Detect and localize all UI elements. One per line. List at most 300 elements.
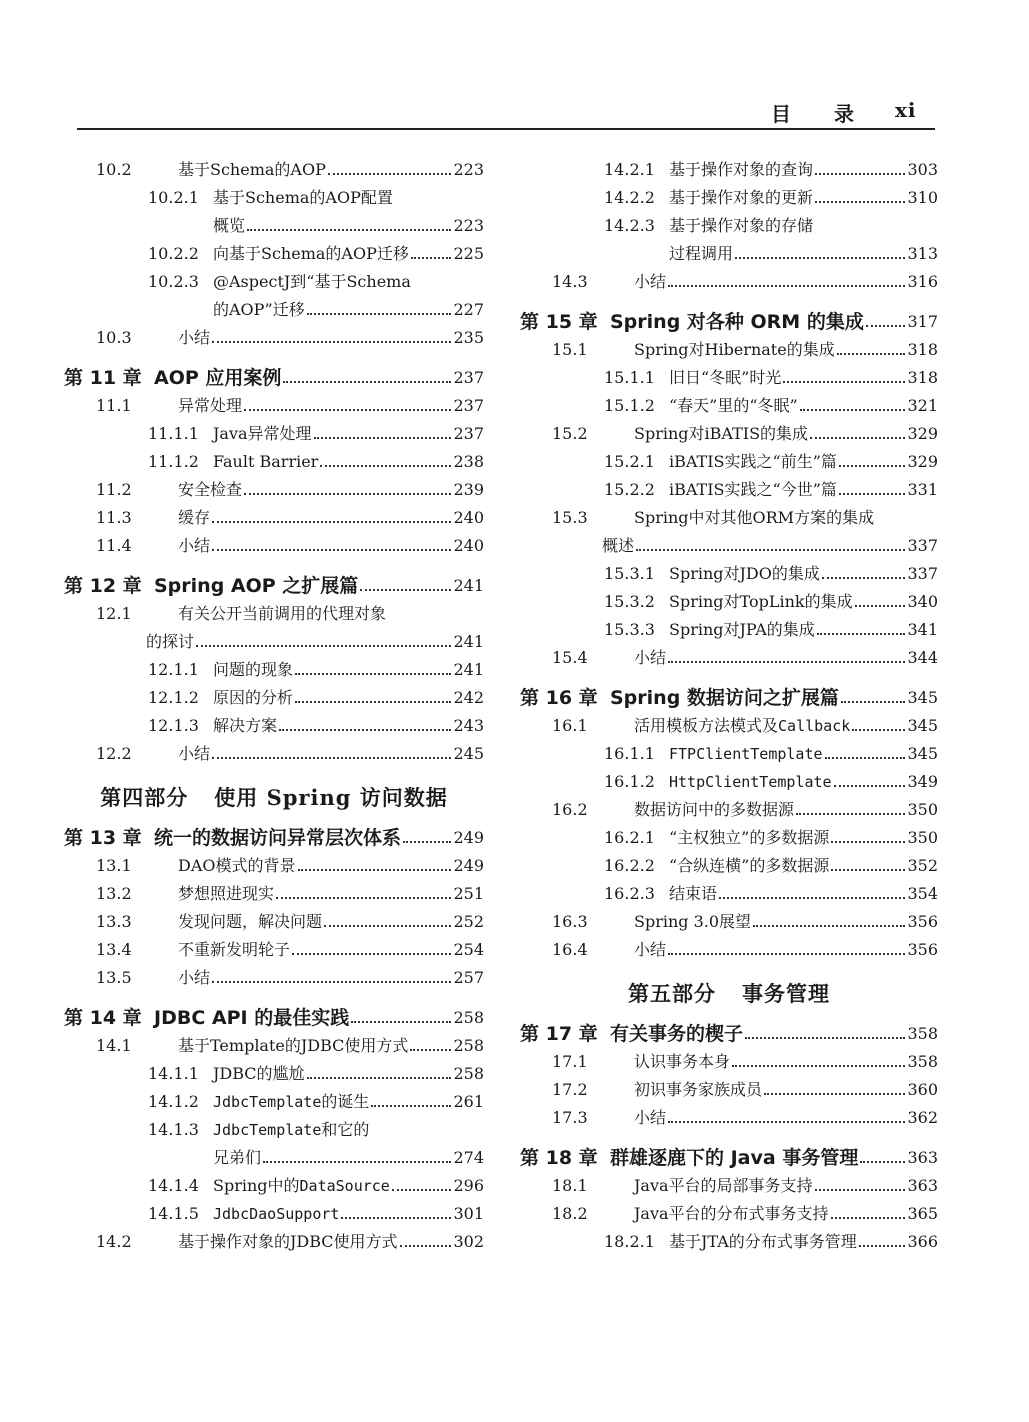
toc-section-entry[interactable] xyxy=(64,932,484,960)
toc-entry-title: 小结 xyxy=(634,648,667,667)
toc-dot-leader xyxy=(839,493,906,495)
toc-page-number: 237 xyxy=(453,368,484,387)
toc-section-entry[interactable] xyxy=(64,1224,484,1252)
toc-entry-title: “合纵连横”的多数据源 xyxy=(669,856,830,875)
toc-page-number: 240 xyxy=(453,536,484,555)
toc-dot-leader xyxy=(263,1161,451,1163)
toc-dot-leader xyxy=(831,869,905,871)
toc-entry-title: 的探讨 xyxy=(146,632,195,651)
toc-page-number: 363 xyxy=(907,1176,938,1195)
toc-dot-leader xyxy=(298,869,452,871)
toc-page-number: 258 xyxy=(453,1008,484,1027)
toc-page-number: 239 xyxy=(453,480,484,499)
toc-subsection-entry[interactable] xyxy=(64,1084,484,1112)
toc-dot-leader xyxy=(244,493,451,495)
toc-section-entry[interactable] xyxy=(520,1100,938,1128)
toc-section-entry[interactable] xyxy=(520,640,938,668)
toc-section-entry[interactable] xyxy=(64,876,484,904)
toc-entry-title: JDBC的尴尬 xyxy=(213,1064,305,1083)
toc-dot-leader xyxy=(636,549,905,551)
toc-entry-number: 16.1.2 xyxy=(604,772,655,791)
toc-dot-leader xyxy=(295,701,451,703)
toc-section-entry[interactable] xyxy=(64,388,484,416)
toc-entry-title-code: JdbcTemplate xyxy=(213,1093,322,1111)
toc-page-number: 254 xyxy=(453,940,484,959)
toc-entry-title: 基于操作对象的更新 xyxy=(669,188,814,207)
toc-entry-title: Spring对TopLink的集成 xyxy=(669,592,853,611)
toc-entry-title-code: Callback xyxy=(778,717,851,735)
toc-dot-leader xyxy=(800,409,906,411)
toc-page-number: 251 xyxy=(453,884,484,903)
toc-entry-title-code: JdbcDaoSupport xyxy=(213,1205,340,1223)
toc-page-number: 223 xyxy=(453,216,484,235)
toc-page-number: 362 xyxy=(907,1108,938,1127)
toc-dot-leader xyxy=(247,229,451,231)
toc-page-number: 241 xyxy=(453,660,484,679)
toc-page-number: 354 xyxy=(907,884,938,903)
toc-entry-number: 13.4 xyxy=(96,940,132,959)
toc-dot-leader xyxy=(668,953,905,955)
toc-page-number: 344 xyxy=(907,648,938,667)
toc-dot-leader xyxy=(400,1245,452,1247)
toc-subsection-entry[interactable] xyxy=(64,264,484,292)
toc-entry-title xyxy=(213,1176,390,1196)
toc-entry-title-code: JdbcTemplate xyxy=(213,1121,322,1139)
toc-entry-title: 梦想照进现实 xyxy=(178,884,275,903)
toc-entry-number: 18.2 xyxy=(552,1204,588,1223)
toc-section-entry[interactable] xyxy=(64,320,484,348)
toc-entry-number: 14.1.1 xyxy=(148,1064,199,1083)
toc-dot-leader xyxy=(668,661,905,663)
toc-section-entry[interactable] xyxy=(64,848,484,876)
toc-entry-title: AOP 应用案例 xyxy=(154,367,282,389)
toc-section-entry[interactable] xyxy=(520,416,938,444)
toc-subsection-entry[interactable] xyxy=(64,1196,484,1224)
toc-entry-number: 17.3 xyxy=(552,1108,588,1127)
toc-page-number: 261 xyxy=(453,1092,484,1111)
toc-entry-number: 11.1.2 xyxy=(148,452,199,471)
toc-dot-leader xyxy=(837,353,906,355)
toc-page-number: 360 xyxy=(907,1080,938,1099)
toc-entry-number: 14.2.1 xyxy=(604,160,655,179)
toc-page-number: 352 xyxy=(907,856,938,875)
toc-section-entry[interactable] xyxy=(520,792,938,820)
toc-entry-number: 15.3 xyxy=(552,508,588,527)
toc-dot-leader xyxy=(295,673,451,675)
toc-subsection-entry[interactable] xyxy=(64,1056,484,1084)
toc-entry-title: iBATIS实践之“今世”篇 xyxy=(669,480,837,499)
toc-dot-leader xyxy=(244,409,451,411)
toc-subsection-entry[interactable] xyxy=(64,652,484,680)
toc-entry-title xyxy=(213,1204,339,1224)
toc-entry-title: Spring 3.0展望 xyxy=(634,912,752,931)
toc-entry-title: 小结 xyxy=(634,1108,667,1127)
toc-entry-title: 基于Schema的AOP配置 xyxy=(213,188,393,207)
toc-page-number: 331 xyxy=(907,480,938,499)
toc-dot-leader xyxy=(320,465,451,467)
toc-entry-title: 问题的现象 xyxy=(213,660,294,679)
toc-chapter-entry[interactable] xyxy=(520,1134,938,1168)
toc-subsection-entry[interactable] xyxy=(64,680,484,708)
toc-entry-number: 17.1 xyxy=(552,1052,588,1071)
toc-dot-leader xyxy=(403,841,451,843)
toc-page-number: 240 xyxy=(453,508,484,527)
toc-entry-number: 14.1.2 xyxy=(148,1092,199,1111)
toc-part-heading xyxy=(520,966,938,1004)
toc-entry-title xyxy=(669,744,823,764)
toc-entry-number: 15.1.2 xyxy=(604,396,655,415)
toc-dot-leader xyxy=(212,549,451,551)
toc-page-number: 245 xyxy=(453,744,484,763)
toc-dot-leader xyxy=(212,521,451,523)
toc-entry-number: 第五部分 xyxy=(628,981,716,1006)
toc-dot-leader xyxy=(732,1065,905,1067)
toc-entry-number: 14.2.2 xyxy=(604,188,655,207)
toc-entry-number: 12.1.2 xyxy=(148,688,199,707)
toc-subsection-entry[interactable] xyxy=(64,236,484,264)
toc-section-entry[interactable] xyxy=(64,736,484,764)
toc-entry-number: 14.1 xyxy=(96,1036,132,1055)
toc-dot-leader xyxy=(831,1217,906,1219)
toc-entry-number: 12.1.1 xyxy=(148,660,199,679)
toc-dot-leader xyxy=(328,173,452,175)
toc-subsection-entry[interactable] xyxy=(520,612,938,640)
toc-entry-number: 16.2.2 xyxy=(604,856,655,875)
toc-subsection-entry[interactable] xyxy=(64,1112,484,1140)
toc-entry-continuation[interactable] xyxy=(64,624,484,652)
toc-entry-title: “春天”里的“冬眠” xyxy=(669,396,798,415)
toc-dot-leader xyxy=(410,1049,451,1051)
toc-entry-number: 10.2.1 xyxy=(148,188,199,207)
toc-page-number: 345 xyxy=(907,688,938,707)
toc-entry-number: 11.3 xyxy=(96,508,132,527)
toc-chapter-entry[interactable] xyxy=(64,562,484,596)
toc-entry-number: 15.3.3 xyxy=(604,620,655,639)
toc-subsection-entry[interactable] xyxy=(64,444,484,472)
toc-entry-title: 小结 xyxy=(178,328,211,347)
toc-entry-title: 统一的数据访问异常层次体系 xyxy=(154,827,402,849)
toc-entry-title: 小结 xyxy=(178,536,211,555)
toc-chapter-entry[interactable] xyxy=(64,994,484,1028)
toc-entry-title: 小结 xyxy=(634,940,667,959)
toc-entry-title-code: HttpClientTemplate xyxy=(669,773,832,791)
toc-subsection-entry[interactable] xyxy=(64,708,484,736)
toc-page-number: 350 xyxy=(907,800,938,819)
header-mu: 目 xyxy=(771,102,792,126)
page-header xyxy=(77,92,935,130)
toc-dot-leader xyxy=(212,981,451,983)
toc-dot-leader xyxy=(815,1189,906,1191)
toc-entry-title-code: FTPClientTemplate xyxy=(669,745,823,763)
toc-dot-leader xyxy=(351,1021,451,1023)
toc-page-number: 257 xyxy=(453,968,484,987)
toc-entry-continuation[interactable] xyxy=(64,208,484,236)
toc-section-entry[interactable] xyxy=(520,904,938,932)
toc-dot-leader xyxy=(276,897,451,899)
toc-subsection-entry[interactable] xyxy=(520,736,938,764)
toc-entry-number: 16.4 xyxy=(552,940,588,959)
toc-entry-continuation[interactable] xyxy=(520,236,938,264)
toc-subsection-entry[interactable] xyxy=(520,820,938,848)
toc-subsection-entry[interactable] xyxy=(520,360,938,388)
toc-page-number: 316 xyxy=(907,272,938,291)
toc-entry-continuation[interactable] xyxy=(520,528,938,556)
toc-entry-title-suffix: 和它的 xyxy=(321,1120,370,1139)
toc-section-entry[interactable] xyxy=(520,1072,938,1100)
toc-entry-title: DAO模式的背景 xyxy=(178,856,296,875)
toc-page-number: 301 xyxy=(453,1204,484,1223)
toc-entry-number: 12.1 xyxy=(96,604,132,623)
toc-entry-number: 第 18 章 xyxy=(520,1147,598,1169)
toc-entry-number: 16.1 xyxy=(552,716,588,735)
toc-entry-title: Spring中对其他ORM方案的集成 xyxy=(634,508,875,527)
toc-dot-leader xyxy=(341,1217,451,1219)
toc-subsection-entry[interactable] xyxy=(64,180,484,208)
toc-section-entry[interactable] xyxy=(64,528,484,556)
toc-page-number: 274 xyxy=(453,1148,484,1167)
toc-entry-title: 有关事务的楔子 xyxy=(610,1023,744,1045)
toc-section-entry[interactable] xyxy=(64,472,484,500)
toc-subsection-entry[interactable] xyxy=(64,416,484,444)
toc-entry-title: 结束语 xyxy=(669,884,718,903)
toc-dot-leader xyxy=(392,1189,452,1191)
toc-dot-leader xyxy=(279,729,451,731)
toc-entry-title xyxy=(669,772,832,792)
toc-entry-title: 的AOP”迁移 xyxy=(213,300,305,319)
toc-page-number: 337 xyxy=(907,564,938,583)
toc-dot-leader xyxy=(783,381,905,383)
toc-subsection-entry[interactable] xyxy=(64,1168,484,1196)
toc-entry-title: 发现问题，解决问题 xyxy=(178,912,323,931)
header-page-number: xi xyxy=(895,98,917,122)
toc-dot-leader xyxy=(834,785,906,787)
toc-entry-number: 12.2 xyxy=(96,744,132,763)
toc-page-number: 227 xyxy=(453,300,484,319)
toc-section-entry[interactable] xyxy=(64,904,484,932)
toc-page-number: 337 xyxy=(907,536,938,555)
toc-section-entry[interactable] xyxy=(520,708,938,736)
toc-subsection-entry[interactable] xyxy=(520,180,938,208)
toc-left-column xyxy=(64,152,484,1252)
toc-page-number: 237 xyxy=(453,424,484,443)
toc-entry-number: 第 12 章 xyxy=(64,575,142,597)
toc-entry-title: Spring 数据访问之扩展篇 xyxy=(610,687,839,709)
toc-entry-title: Fault Barrier xyxy=(213,452,319,471)
toc-entry-title: 认识事务本身 xyxy=(634,1052,731,1071)
toc-dot-leader xyxy=(855,605,906,607)
toc-entry-number: 10.2.2 xyxy=(148,244,199,263)
toc-entry-number: 18.1 xyxy=(552,1176,588,1195)
toc-dot-leader xyxy=(371,1105,451,1107)
toc-section-entry[interactable] xyxy=(520,932,938,960)
toc-page-number: 238 xyxy=(453,452,484,471)
toc-chapter-entry[interactable] xyxy=(64,354,484,388)
toc-entry-title: 概览 xyxy=(213,216,246,235)
toc-page-number: 365 xyxy=(907,1204,938,1223)
toc-page-number: 356 xyxy=(907,912,938,931)
toc-subsection-entry[interactable] xyxy=(520,388,938,416)
toc-subsection-entry[interactable] xyxy=(520,556,938,584)
toc-page-number: 235 xyxy=(453,328,484,347)
toc-entry-number: 13.3 xyxy=(96,912,132,931)
toc-entry-title xyxy=(634,716,850,736)
toc-dot-leader xyxy=(822,577,906,579)
toc-entry-number: 11.1 xyxy=(96,396,132,415)
toc-section-entry[interactable] xyxy=(64,500,484,528)
toc-page-number: 303 xyxy=(907,160,938,179)
toc-entry-title: 不重新发明轮子 xyxy=(178,940,291,959)
toc-section-entry[interactable] xyxy=(64,152,484,180)
toc-entry-number: 16.1.1 xyxy=(604,744,655,763)
toc-dot-leader xyxy=(852,729,905,731)
toc-dot-leader xyxy=(307,1077,452,1079)
toc-page-number: 243 xyxy=(453,716,484,735)
toc-subsection-entry[interactable] xyxy=(520,876,938,904)
toc-entry-number: 17.2 xyxy=(552,1080,588,1099)
toc-entry-number: 14.2.3 xyxy=(604,216,655,235)
toc-entry-number: 14.1.3 xyxy=(148,1120,199,1139)
toc-subsection-entry[interactable] xyxy=(520,764,938,792)
toc-chapter-entry[interactable] xyxy=(64,814,484,848)
toc-entry-title: “主权独立”的多数据源 xyxy=(669,828,830,847)
toc-page-number: 349 xyxy=(907,772,938,791)
toc-page-number: 225 xyxy=(453,244,484,263)
toc-entry-number: 第 15 章 xyxy=(520,311,598,333)
toc-subsection-entry[interactable] xyxy=(520,444,938,472)
toc-entry-number: 15.1 xyxy=(552,340,588,359)
toc-page-number: 313 xyxy=(907,244,938,263)
toc-page-number: 223 xyxy=(453,160,484,179)
toc-entry-number: 第 14 章 xyxy=(64,1007,142,1029)
toc-page-number: 345 xyxy=(907,716,938,735)
toc-entry-title: iBATIS实践之“前生”篇 xyxy=(669,452,837,471)
toc-entry-title: 原因的分析 xyxy=(213,688,294,707)
toc-subsection-entry[interactable] xyxy=(520,208,938,236)
toc-dot-leader xyxy=(859,1245,906,1247)
toc-section-entry[interactable] xyxy=(520,500,938,528)
toc-dot-leader xyxy=(866,325,906,327)
toc-entry-title: 解决方案 xyxy=(213,716,278,735)
toc-entry-number: 15.2.2 xyxy=(604,480,655,499)
toc-entry-title: 基于操作对象的JDBC使用方式 xyxy=(178,1232,398,1251)
toc-entry-continuation[interactable] xyxy=(64,1140,484,1168)
toc-subsection-entry[interactable] xyxy=(520,152,938,180)
toc-entry-number: 第 11 章 xyxy=(64,367,142,389)
toc-section-entry[interactable] xyxy=(520,1168,938,1196)
toc-section-entry[interactable] xyxy=(64,596,484,624)
toc-page-number: 249 xyxy=(453,856,484,875)
toc-dot-leader xyxy=(314,437,452,439)
toc-dot-leader xyxy=(831,841,905,843)
toc-dot-leader xyxy=(817,633,906,635)
toc-entry-number: 18.2.1 xyxy=(604,1232,655,1251)
toc-dot-leader xyxy=(292,953,451,955)
toc-entry-number: 第四部分 xyxy=(100,785,189,810)
toc-chapter-entry[interactable] xyxy=(520,674,938,708)
toc-entry-title: 事务管理 xyxy=(742,981,830,1006)
toc-page-number: 358 xyxy=(907,1024,938,1043)
toc-entry-continuation[interactable] xyxy=(64,292,484,320)
toc-entry-title: 概述 xyxy=(602,536,635,555)
toc-subsection-entry[interactable] xyxy=(520,472,938,500)
toc-entry-title: 旧日“冬眠”时光 xyxy=(669,368,782,387)
toc-entry-title: 基于JTA的分布式事务管理 xyxy=(669,1232,857,1251)
toc-entry-title: 基于操作对象的存储 xyxy=(669,216,814,235)
toc-dot-leader xyxy=(324,925,451,927)
toc-dot-leader xyxy=(860,1161,905,1163)
toc-page-number: 258 xyxy=(453,1036,484,1055)
toc-page-number: 366 xyxy=(907,1232,938,1251)
toc-dot-leader xyxy=(839,465,906,467)
toc-section-entry[interactable] xyxy=(64,960,484,988)
toc-page-number: 242 xyxy=(453,688,484,707)
toc-page-number: 317 xyxy=(907,312,938,331)
toc-page-number: 363 xyxy=(907,1148,938,1167)
toc-chapter-entry[interactable] xyxy=(520,1010,938,1044)
toc-entry-title: Spring对JDO的集成 xyxy=(669,564,820,583)
toc-section-entry[interactable] xyxy=(64,1028,484,1056)
toc-right-column xyxy=(520,152,938,1252)
toc-page-number: 321 xyxy=(907,396,938,415)
toc-subsection-entry[interactable] xyxy=(520,584,938,612)
toc-entry-number: 15.4 xyxy=(552,648,588,667)
toc-entry-number: 11.4 xyxy=(96,536,132,555)
toc-section-entry[interactable] xyxy=(520,332,938,360)
toc-section-entry[interactable] xyxy=(520,1196,938,1224)
toc-entry-title: 基于Schema的AOP xyxy=(178,160,326,179)
toc-page-number: 340 xyxy=(907,592,938,611)
toc-page-number: 296 xyxy=(453,1176,484,1195)
toc-page-number: 241 xyxy=(453,632,484,651)
toc-section-entry[interactable] xyxy=(520,264,938,292)
toc-page-number: 249 xyxy=(453,828,484,847)
toc-entry-title: 缓存 xyxy=(178,508,211,527)
toc-entry-title: @AspectJ到“基于Schema xyxy=(213,272,411,291)
toc-entry-title: 过程调用 xyxy=(669,244,734,263)
toc-dot-leader xyxy=(719,897,905,899)
toc-chapter-entry[interactable] xyxy=(520,298,938,332)
toc-entry-title: 小结 xyxy=(634,272,667,291)
toc-page-number: 329 xyxy=(907,424,938,443)
toc-entry-number: 14.2 xyxy=(96,1232,132,1251)
toc-dot-leader xyxy=(212,757,451,759)
toc-entry-number: 16.3 xyxy=(552,912,588,931)
toc-entry-title: 兄弟们 xyxy=(213,1148,262,1167)
toc-page-number: 258 xyxy=(453,1064,484,1083)
toc-entry-number: 第 17 章 xyxy=(520,1023,598,1045)
toc-entry-title-suffix: 的诞生 xyxy=(321,1092,370,1111)
toc-part-heading xyxy=(64,770,484,808)
toc-dot-leader xyxy=(825,757,906,759)
toc-entry-title-prefix: 活用模板方法模式及 xyxy=(634,716,779,735)
toc-entry-number: 16.2.1 xyxy=(604,828,655,847)
toc-entry-number: 10.2 xyxy=(96,160,132,179)
toc-subsection-entry[interactable] xyxy=(520,1224,938,1252)
toc-entry-title: 使用 Spring 访问数据 xyxy=(214,785,448,810)
toc-entry-number: 16.2 xyxy=(552,800,588,819)
toc-section-entry[interactable] xyxy=(520,1044,938,1072)
toc-dot-leader xyxy=(815,173,905,175)
toc-entry-number: 12.1.3 xyxy=(148,716,199,735)
toc-subsection-entry[interactable] xyxy=(520,848,938,876)
toc-page-number: 318 xyxy=(907,340,938,359)
toc-dot-leader xyxy=(753,925,905,927)
toc-entry-title-code: DataSource xyxy=(299,1177,390,1195)
toc-entry-title: Spring对Hibernate的集成 xyxy=(634,340,835,359)
toc-entry-number: 10.3 xyxy=(96,328,132,347)
toc-entry-title: 异常处理 xyxy=(178,396,243,415)
toc-dot-leader xyxy=(668,1121,905,1123)
